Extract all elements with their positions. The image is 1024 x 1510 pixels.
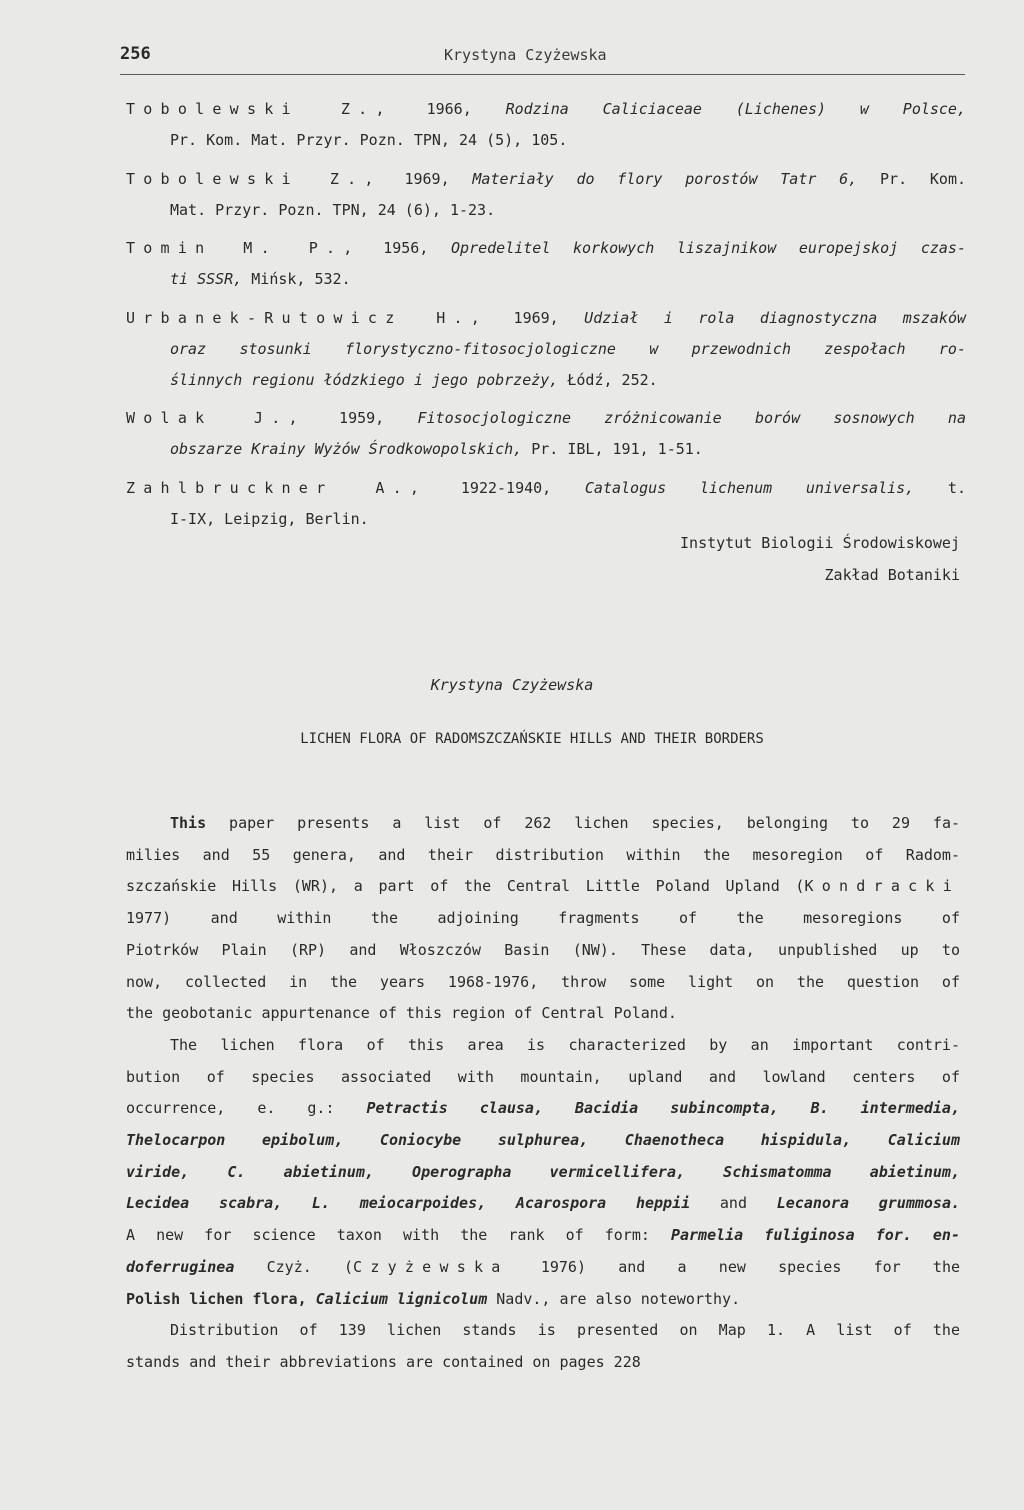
reference-entry: Tobolewski Z., 1966, Rodzina Caliciaceae (Lichenes) w Polsce, Pr. Kom. Mat. Przyr. Pozn. TPN, 24 (5), 105. (126, 100, 966, 149)
reference-title: Materiały do flory porostów Tatr 6, (472, 169, 858, 188)
reference-entry: Wolak J., 1959, Fitosocjologiczne zróżnicowanie borów sosnowych na obszarze Krainy Wyżów Środkowopolskich, Pr. IBL, 191, 1-51. (126, 409, 966, 458)
reference-entry: Zahlbruckner A., 1922-1940, Catalogus lichenum universalis, t. I-IX, Leipzig, Berlin. (126, 478, 966, 528)
paragraph-line: Piotrków Plain (RP) and Włoszczów Basin (NW). These data, unpublished up to (126, 940, 960, 959)
reference-title: Rodzina Caliciaceae (Lichenes) w Polsce, (505, 100, 966, 118)
reference-entry: Tomin M. P., 1956, Opredelitel korkowych liszajnikow europejskoj czas- ti SSSR, Mińsk, 532. (126, 239, 966, 288)
reference-list (126, 94, 966, 542)
reference-title: Fitosocjologiczne zróżnicowanie borów sosnowych na (417, 409, 966, 427)
affiliation (680, 528, 960, 591)
reference-title: Udział i rola diagnostyczna mszaków (584, 308, 967, 327)
paragraph-line: viride, C. abietinum, Operographa vermicellifera, Schismatomma abietinum, (126, 1162, 960, 1181)
summary-title: LICHEN FLORA OF RADOMSZCZAŃSKIE HILLS AND THEIR BORDERS (300, 731, 764, 747)
paragraph-line: stands and their abbreviations are contained on pages 228 (126, 1352, 641, 1371)
paragraph-line: bution of species associated with mountain, upland and lowland centers of (126, 1067, 960, 1086)
paragraph-line: milies and 55 genera, and their distribution within the mesoregion of Radom- (126, 845, 960, 864)
paragraph-line: A new for science taxon with the rank of form: Parmelia fuliginosa for. en- (126, 1226, 960, 1245)
paragraph-line: doferruginea Czyż. (Czyżewska 1976) and a new species for the (126, 1257, 961, 1276)
summary-author: Krystyna Czyżewska (430, 676, 594, 694)
reference-author: Tobolewski Z., (126, 169, 382, 188)
paragraph-line: Lecidea scabra, L. meiocarpoides, Acarospora heppii and Lecanora grummosa. (126, 1194, 961, 1213)
paragraph-line: The lichen flora of this area is characterized by an important contri- (170, 1035, 960, 1054)
reference-author: Urbanek-Rutowicz H., (126, 308, 489, 327)
paragraph-line: Distribution of 139 lichen stands is presented on Map 1. A list of the (170, 1321, 960, 1340)
reference-title: Catalogus lichenum universalis, (584, 478, 915, 497)
reference-author: Zahlbruckner A., (126, 478, 428, 497)
summary-body (126, 808, 960, 1379)
paragraph-line: szczańskie Hills (WR), a part of the Central Little Poland Upland (Kondracki (126, 877, 960, 896)
cited-author: Kondracki (804, 877, 960, 896)
cited-author: Czyżewska (353, 1257, 509, 1276)
paragraph-line: Thelocarpon epibolum, Coniocybe sulphurea, Chaenotheca hispidula, Calicium (126, 1131, 960, 1150)
species-list: Petractis clausa, Bacidia subincompta, B. intermedia, (366, 1099, 960, 1118)
reference-entry: Tobolewski Z., 1969, Materiały do flory porostów Tatr 6, Pr. Kom. Mat. Przyr. Pozn. TPN, 24 (6), 1-23. (126, 169, 967, 219)
running-title: Krystyna Czyżewska (444, 46, 607, 64)
paragraph-line: the geobotanic appurtenance of this region of Central Poland. (126, 1004, 677, 1023)
affiliation-department: Zakład Botaniki (824, 565, 960, 584)
paragraph-line: Polish lichen flora, Calicium lignicolum Nadv., are also noteworthy. (126, 1289, 741, 1308)
paragraph-line: This paper presents a list of 262 lichen species, belonging to 29 fa- (170, 814, 960, 832)
paragraph-line: now, collected in the years 1968-1976, throw some light on the question of (126, 972, 960, 991)
affiliation-institute: Instytut Biologii Środowiskowej (680, 534, 960, 552)
reference-author: Tomin M. P., (126, 239, 361, 257)
reference-author: Tobolewski Z., (126, 100, 393, 118)
page-header (120, 40, 965, 75)
paragraph-line: occurrence, e. g.: Petractis clausa, Bacidia subincompta, B. intermedia, (126, 1099, 960, 1118)
paragraph-line: 1977) and within the adjoining fragments of the mesoregions of (126, 909, 960, 928)
reference-author: Wolak J., (126, 409, 306, 427)
reference-entry: Urbanek-Rutowicz H., 1969, Udział i rola diagnostyczna mszaków oraz stosunki florystyczno-fitosocjologiczne w przewodnich zespołach ro- ślinnych regionu łódzkiego i jego pobrzeży, Łódź, 252. (126, 308, 967, 389)
reference-title: Opredelitel korkowych liszajnikow europejskoj czas- (451, 239, 966, 257)
page-number: 256 (120, 44, 151, 64)
